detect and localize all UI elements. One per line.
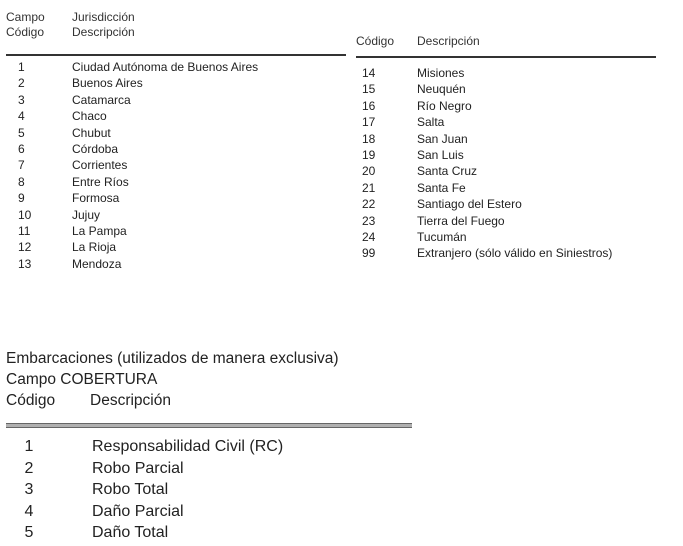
table-row	[18, 239, 348, 255]
table-row	[362, 196, 672, 212]
row-description: Chubut	[72, 125, 111, 140]
row-description: Córdoba	[72, 141, 119, 156]
row-description: Chaco	[72, 109, 107, 124]
table-row	[362, 131, 672, 147]
row-code: 3	[24, 481, 34, 498]
table-row	[18, 207, 348, 223]
header-codigo-right: Código	[356, 34, 395, 48]
table-row	[362, 98, 672, 114]
table-row	[362, 163, 672, 179]
row-code: 14	[362, 66, 376, 80]
row-code: 18	[362, 131, 376, 146]
table-row	[362, 65, 672, 81]
row-description: Entre Ríos	[72, 174, 129, 189]
row-description: Buenos Aires	[72, 76, 143, 91]
row-code: 99	[362, 246, 376, 261]
table-row	[18, 125, 348, 141]
table-row	[18, 174, 348, 190]
row-code: 7	[18, 158, 25, 173]
row-code: 5	[18, 125, 25, 140]
row-code: 8	[18, 174, 25, 189]
table-row	[18, 75, 348, 91]
table-row	[362, 245, 672, 261]
row-code: 4	[18, 109, 25, 124]
table-row	[362, 229, 672, 245]
table-row	[18, 108, 348, 124]
row-description: Extranjero (sólo válido en Siniestros)	[417, 246, 613, 261]
row-description: Santa Cruz	[417, 164, 478, 179]
row-code: 2	[24, 459, 34, 477]
coverage-title: Embarcaciones (utilizados de manera exclusiva)	[6, 350, 339, 367]
table-row	[22, 502, 402, 524]
table-row	[18, 141, 348, 157]
row-code: 4	[24, 502, 34, 520]
row-code: 10	[18, 207, 32, 222]
row-description: Catamarca	[72, 92, 131, 107]
row-code: 21	[362, 180, 376, 195]
row-description: Responsabilidad Civil (RC)	[92, 438, 284, 455]
table-row	[362, 81, 672, 97]
row-code: 13	[18, 256, 32, 271]
table-row	[362, 213, 672, 229]
header-codigo-left: Código	[6, 25, 45, 39]
table-row	[18, 190, 348, 206]
header-jurisdiccion-label: Jurisdicción	[72, 10, 135, 24]
row-code: 15	[362, 82, 376, 97]
table-row	[22, 459, 402, 481]
row-code: 6	[18, 141, 25, 156]
row-description: San Luis	[417, 147, 464, 162]
table-row	[362, 147, 672, 163]
row-description: Daño Parcial	[92, 502, 184, 520]
coverage-header-codigo: Código	[6, 392, 56, 409]
row-description: Mendoza	[72, 256, 122, 271]
coverage-header-descripcion: Descripción	[90, 392, 171, 409]
row-description: Tierra del Fuego	[417, 213, 505, 228]
row-description: La Rioja	[72, 240, 117, 255]
row-code: 5	[24, 524, 34, 541]
row-code: 16	[362, 98, 376, 113]
row-code: 17	[362, 115, 376, 130]
row-description: Misiones	[417, 66, 465, 80]
row-code: 1	[24, 438, 34, 455]
row-description: Daño Total	[92, 524, 169, 541]
row-code: 1	[18, 60, 25, 74]
row-code: 20	[362, 164, 376, 179]
coverage-header-rule	[6, 423, 412, 428]
row-code: 23	[362, 213, 376, 228]
row-code: 22	[362, 197, 376, 212]
row-description: Río Negro	[417, 98, 472, 113]
row-description: Formosa	[72, 191, 120, 206]
row-description: Salta	[417, 115, 445, 130]
header-descripcion-left: Descripción	[72, 25, 135, 39]
table-row	[22, 480, 402, 502]
row-code: 12	[18, 240, 32, 255]
row-description: Santa Fe	[417, 180, 466, 195]
row-description: Robo Parcial	[92, 459, 184, 477]
table-row	[22, 523, 402, 545]
row-description: La Pampa	[72, 223, 127, 238]
header-rule-left	[6, 54, 346, 56]
row-code: 9	[18, 191, 25, 206]
row-description: Corrientes	[72, 158, 128, 173]
row-code: 2	[18, 76, 25, 91]
table-row	[22, 437, 402, 459]
row-code: 11	[18, 223, 31, 238]
table-row	[18, 92, 348, 108]
table-row	[362, 114, 672, 130]
table-row	[18, 157, 348, 173]
coverage-list	[22, 437, 402, 545]
coverage-field-label: Campo COBERTURA	[6, 371, 158, 388]
row-description: Tucumán	[417, 229, 467, 244]
row-description: Santiago del Estero	[417, 197, 522, 212]
table-row	[18, 223, 348, 239]
header-campo-label: Campo	[6, 10, 45, 24]
table-row	[18, 59, 348, 75]
row-description: Jujuy	[72, 207, 101, 222]
jurisdiction-list-left	[18, 59, 348, 272]
row-code: 24	[362, 229, 376, 244]
jurisdiction-list-right	[362, 65, 672, 262]
row-description: Neuquén	[417, 82, 466, 97]
header-rule-right	[356, 56, 656, 58]
table-row	[18, 256, 348, 272]
table-row	[362, 180, 672, 196]
row-description: Robo Total	[92, 481, 169, 498]
row-code: 19	[362, 147, 376, 162]
row-description: San Juan	[417, 131, 468, 146]
row-code: 3	[18, 92, 25, 107]
header-descripcion-right: Descripción	[417, 34, 480, 48]
row-description: Ciudad Autónoma de Buenos Aires	[72, 60, 259, 74]
